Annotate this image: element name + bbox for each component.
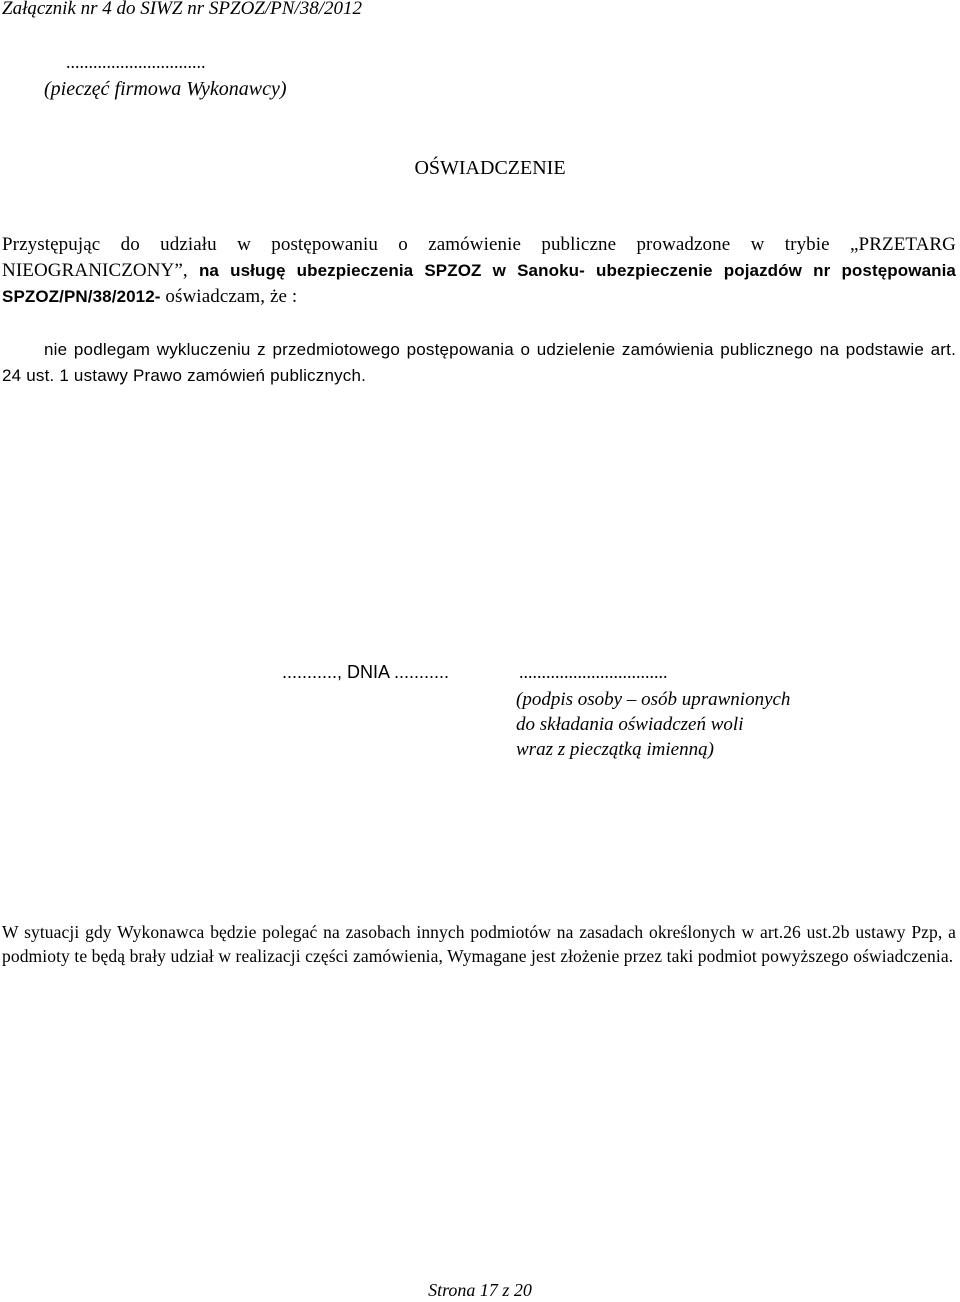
page-number: Strona 17 z 20 xyxy=(428,1280,532,1300)
signature-line-1: (podpis osoby – osób uprawnionych xyxy=(516,689,791,710)
date-line: ..........., DNIA ........... xyxy=(282,662,450,682)
stamp-caption: (pieczęć firmowa Wykonawcy) xyxy=(44,78,287,100)
statement-paragraph xyxy=(2,337,956,389)
signature-dots: ................................. xyxy=(519,662,668,682)
intro-declare: oświadczam, że : xyxy=(160,286,298,307)
signature-caption xyxy=(516,687,790,762)
document-title: OŚWIADCZENIE xyxy=(414,157,566,179)
signature-line-3: wraz z pieczątką imienną) xyxy=(516,739,714,760)
stamp-dots: ............................... xyxy=(66,52,206,72)
intro-subject: na usługę ubezpieczenia SPZOZ w Sanoku- ubezpieczenie pojazdów nr postępowania SPZOZ/PN/38/2012- xyxy=(2,261,956,306)
intro-paragraph xyxy=(2,232,956,310)
intro-text: Przystępując do udziału w postępowaniu o zamówienie publiczne prowadzone w trybie „PRZETARG NIEOGRANICZONY”, xyxy=(2,234,956,281)
signature-line-2: do składania oświadczeń woli xyxy=(516,714,744,735)
note-paragraph: W sytuacji gdy Wykonawca będzie polegać na zasobach innych podmiotów na zasadach określonych w art.26 ust.2b ustawy Pzp, a podmioty te będą brały udział w realizacji części zamówienia, Wymagane jest złożenie przez taki podmiot powyższego oświadczenia. xyxy=(2,922,956,966)
attachment-header: Załącznik nr 4 do SIWZ nr SPZOZ/PN/38/2012 xyxy=(2,0,362,19)
statement-text: nie podlegam wykluczeniu z przedmiotowego postępowania o udzielenie zamówienia publicznego na podstawie art. 24 ust. 1 ustawy Prawo zamówień publicznych. xyxy=(2,340,956,385)
